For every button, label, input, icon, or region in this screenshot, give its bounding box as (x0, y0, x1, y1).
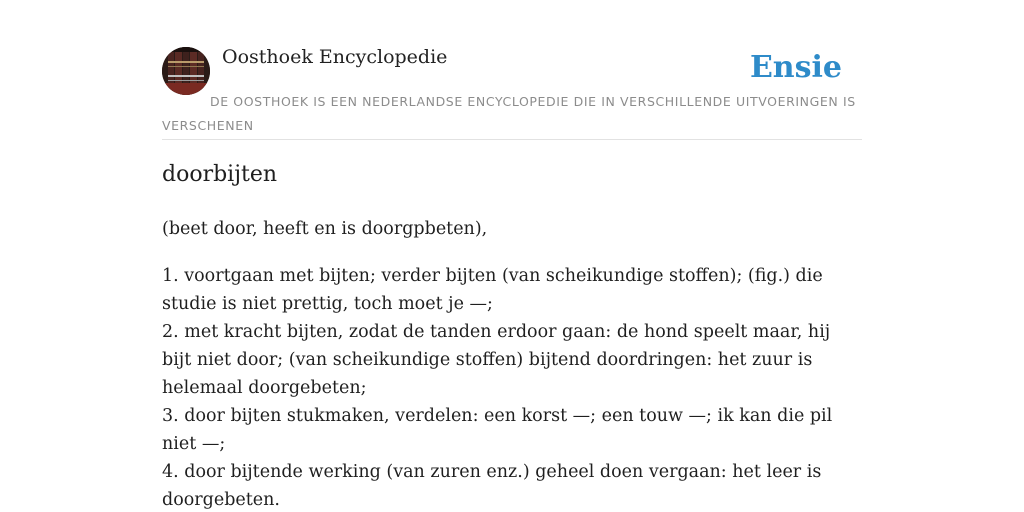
encyclopedia-books-icon (162, 47, 210, 95)
source-description: DE OOSTHOEK IS EEN NEDERLANDSE ENCYCLOPEDIE DIE IN VERSCHILLENDE UITVOERINGEN IS VERSCHENEN (162, 94, 856, 133)
sense-3: 3. door bijten stukmaken, verdelen: een korst —; een touw —; ik kan die pil niet —; (162, 406, 833, 454)
source-avatar[interactable] (162, 47, 210, 95)
sense-4: 4. door bijtende werking (van zuren enz.) geheel doen vergaan: het leer is doorgebeten. (162, 462, 822, 510)
ensie-logo-link[interactable]: Ensie (749, 50, 842, 85)
entry-title: doorbijten (162, 162, 278, 187)
sense-1: 1. voortgaan met bijten; verder bijten (van scheikundige stoffen); (fig.) die studie is niet prettig, toch moet je —; (162, 266, 823, 314)
entry-senses (162, 262, 862, 512)
source-title[interactable]: Oosthoek Encyclopedie (222, 46, 448, 68)
entry-grammar-note: (beet door, heeft en is doorgpbeten), (162, 219, 488, 239)
entry-definition (162, 215, 862, 512)
header-divider (162, 139, 862, 140)
sense-2: 2. met kracht bijten, zodat de tanden erdoor gaan: de hond speelt maar, hij bijt niet door; (van scheikundige stoffen) bijtend doordringen: het zuur is helemaal doorgebeten; (162, 322, 831, 398)
